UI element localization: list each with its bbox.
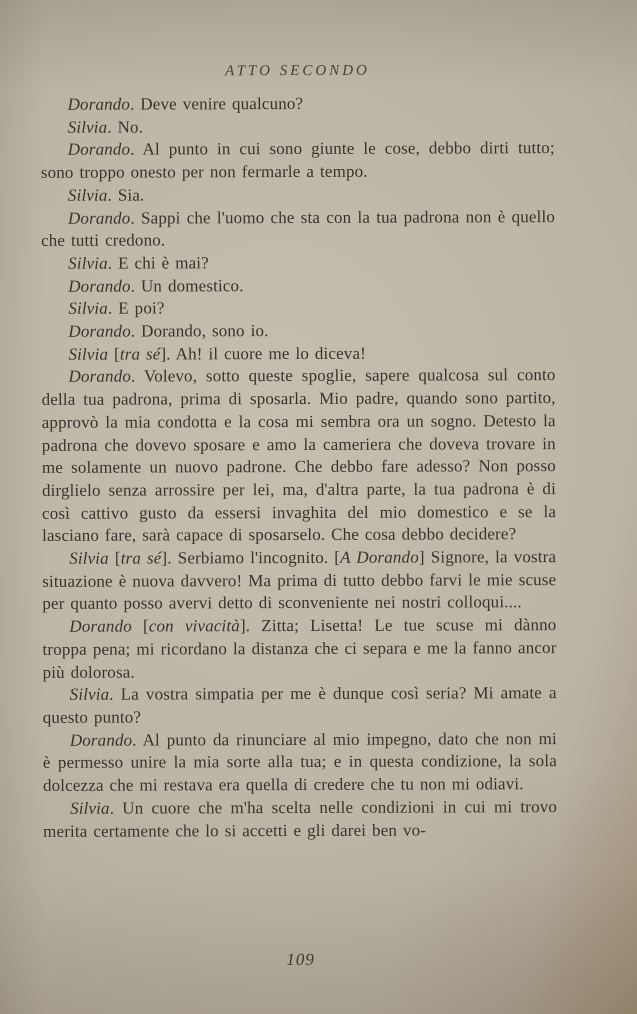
speaker-or-stage-direction: Silvia bbox=[67, 185, 108, 205]
speaker-or-stage-direction: Dorando bbox=[68, 321, 131, 341]
dialogue-text: [ bbox=[108, 344, 120, 364]
speaker-or-stage-direction: Dorando bbox=[68, 276, 131, 296]
dialogue-paragraph bbox=[41, 138, 555, 185]
dialogue-paragraph bbox=[42, 546, 556, 616]
dialogue-text: ]. Zitta; Lisetta! Le tue scuse mi dànno troppa pena; mi ricordano la distanza che ci separa e me la fanno ancor più dolorosa. bbox=[42, 615, 557, 682]
speaker-or-stage-direction: Dorando bbox=[68, 367, 132, 387]
page-number: 109 bbox=[286, 949, 315, 970]
dialogue-text: . E poi? bbox=[107, 298, 165, 318]
dialogue-text: ]. Ah! il cuore me lo diceva! bbox=[160, 343, 366, 364]
dialogue-text: . Al punto da rinunciare al mio impegno, dato che non mi è permesso unire la mia sorte alla tua; e in questa condizione, la sola dolcezza che mi restava era quella di credere che tu non mi odiavi. bbox=[42, 728, 557, 795]
dialogue-text: [ bbox=[131, 616, 149, 636]
speaker-or-stage-direction: tra sé bbox=[119, 344, 161, 364]
speaker-or-stage-direction: tra sé bbox=[120, 548, 162, 568]
dialogue-paragraph bbox=[42, 365, 557, 548]
speaker-or-stage-direction: Silvia bbox=[70, 798, 110, 818]
speaker-or-stage-direction: Dorando bbox=[69, 616, 132, 636]
dialogue-text: . E chi è mai? bbox=[107, 253, 209, 273]
dialogue-paragraph bbox=[41, 206, 555, 253]
dialogue-text-block bbox=[41, 92, 558, 843]
dialogue-paragraph bbox=[43, 728, 557, 798]
dialogue-text: . Al punto in cui sono giunte le cose, debbo dirti tutto; sono troppo onesto per non fermarle a tempo. bbox=[40, 138, 555, 183]
dialogue-paragraph bbox=[41, 251, 555, 275]
speaker-or-stage-direction: Dorando bbox=[67, 94, 131, 114]
dialogue-paragraph bbox=[43, 682, 557, 729]
dialogue-paragraph bbox=[42, 614, 556, 684]
dialogue-text: . Sia. bbox=[107, 185, 145, 205]
speaker-or-stage-direction: Silvia bbox=[67, 117, 108, 137]
dialogue-paragraph bbox=[41, 274, 555, 298]
running-head: ATTO SECONDO bbox=[225, 62, 370, 80]
dialogue-text: . Dorando, sono io. bbox=[130, 321, 269, 341]
speaker-or-stage-direction: con vivacità bbox=[148, 616, 240, 636]
dialogue-paragraph bbox=[43, 796, 557, 843]
dialogue-paragraph bbox=[41, 183, 555, 207]
dialogue-paragraph bbox=[41, 319, 555, 343]
speaker-or-stage-direction: Dorando bbox=[67, 139, 131, 160]
dialogue-text: ] Signore, la vostra situazione è nuova davvero! Ma prima di tutto debbo farvi le mie scuse per quanto posso avervi detto di sconveniente nei nostri colloqui.... bbox=[42, 547, 557, 614]
page-content bbox=[40, 0, 558, 1014]
dialogue-text: . La vostra simpatia per me è dunque così seria? Mi amate a questo punto? bbox=[42, 683, 557, 727]
speaker-or-stage-direction: Dorando bbox=[67, 208, 131, 228]
speaker-or-stage-direction: Silvia bbox=[69, 684, 110, 705]
dialogue-text: [ bbox=[108, 548, 121, 568]
speaker-or-stage-direction: Silvia bbox=[69, 548, 109, 568]
speaker-or-stage-direction: Silvia bbox=[68, 344, 109, 364]
dialogue-text: . Un domestico. bbox=[130, 275, 244, 296]
dialogue-paragraph bbox=[41, 92, 555, 116]
dialogue-text: ]. Serbiamo l'incognito. [ bbox=[161, 547, 341, 568]
dialogue-text: . Sappi che l'uomo che sta con la tua padrona non è quello che tutti credono. bbox=[41, 206, 556, 251]
speaker-or-stage-direction: Silvia bbox=[68, 253, 108, 273]
speaker-or-stage-direction: A Dorando bbox=[340, 547, 419, 567]
dialogue-text: . Volevo, sotto queste spoglie, sapere qualcosa sul conto della tua padrona, prima di sposarla. Mio padre, quando sono partito, approvò la mia condotta e la cosa mi sembra ora un sogno. Detesto la padrona che dovevo sposare e amo la cameriera che doveva trovare in me solamente un nuovo padrone. Che debbo fare adesso? Non posso dirglielo senza arrossire per lei, ma, d'altra parte, la tua padrona è di così cattivo gusto da essersi invaghita del mio domestico e se la lasciano fare, sarà capace di sposarselo. Che cosa debbo decidere? bbox=[41, 365, 557, 546]
dialogue-paragraph bbox=[41, 342, 555, 366]
dialogue-text: . No. bbox=[107, 117, 144, 137]
speaker-or-stage-direction: Dorando bbox=[69, 730, 133, 750]
speaker-or-stage-direction: Silvia bbox=[68, 298, 108, 319]
dialogue-paragraph bbox=[41, 115, 555, 139]
dialogue-text: . Un cuore che m'ha scelta nelle condizioni in cui mi trovo merita certamente che lo si accetti e gli darei ben vo- bbox=[43, 796, 558, 841]
dialogue-paragraph bbox=[41, 296, 555, 320]
dialogue-text: . Deve venire qualcuno? bbox=[130, 93, 304, 114]
